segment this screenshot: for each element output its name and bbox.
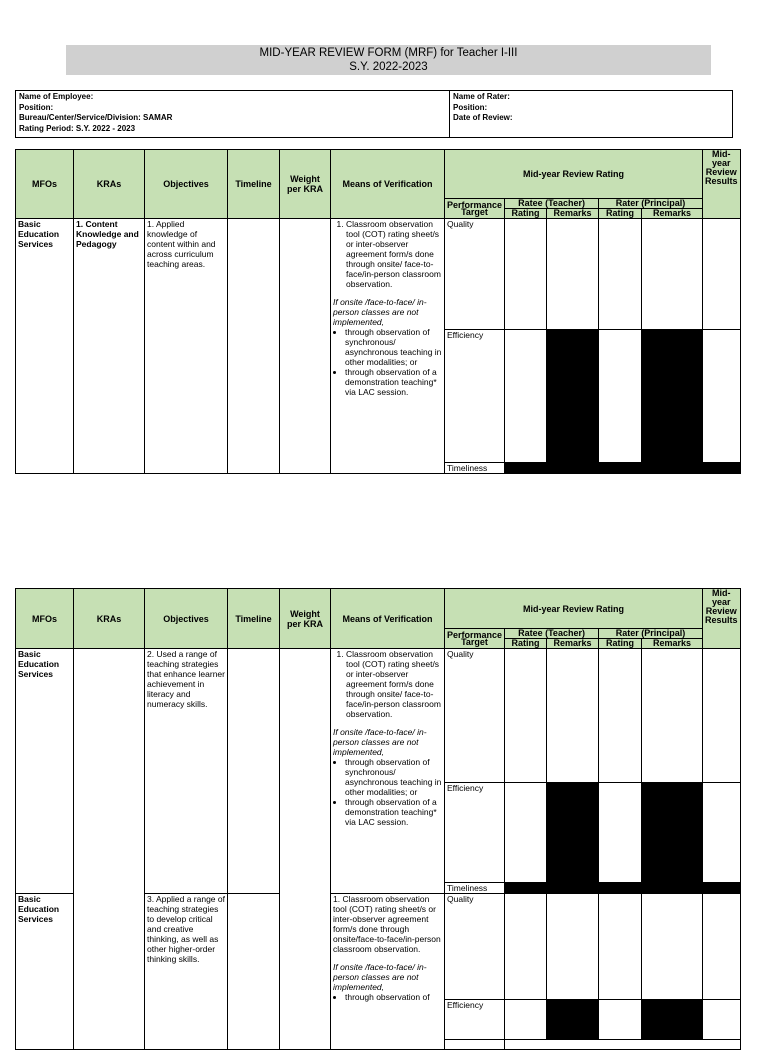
employee-position-label: Position: [19, 102, 54, 112]
row3-efficiency-target: Efficiency [445, 1000, 505, 1040]
row2-efficiency-ratee-rating[interactable] [505, 783, 547, 883]
row1-efficiency-rater-rating[interactable] [599, 330, 642, 463]
row2-timeliness-shaded [505, 883, 741, 894]
row3-mfo: Basic Education Services [16, 894, 74, 1050]
row3-quality-ratee-rating[interactable] [505, 894, 547, 1000]
row1-quality-target: Quality [445, 219, 505, 330]
row2-weight [280, 649, 331, 1050]
row3-efficiency-rater-rating[interactable] [599, 1000, 642, 1040]
row2-quality-rater-rating[interactable] [599, 649, 642, 783]
t2-header-timeline: Timeline [228, 589, 280, 649]
row2-mov-item: 1. Classroom observation tool (COT) rating sheet/s or inter-observer agreement form/s done through onsite/ face-to-face/in-person classroom observation. [346, 649, 442, 719]
info-divider [449, 91, 450, 137]
row1-mov-bullet1: • through observation of synchronous/ asynchronous teaching in other modalities; or [345, 327, 442, 367]
header-ratee: Ratee (Teacher) [505, 199, 599, 209]
header-rater-rating: Rating [599, 209, 642, 219]
row1-efficiency-target: Efficiency [445, 330, 505, 463]
row3-quality-rater-remarks[interactable] [642, 894, 703, 1000]
row3-objective: 3. Applied a range of teaching strategies to develop critical and creative thinking, as well as other higher-order thinking skills. [145, 894, 228, 1050]
row3-timeliness-cells [505, 1040, 741, 1050]
row1-quality-result[interactable] [703, 219, 741, 330]
row3-efficiency-ratee-remarks-shaded [547, 1000, 599, 1040]
row3-quality-result[interactable] [703, 894, 741, 1000]
row2-objective: 2. Used a range of teaching strategies that enhance learner achievement in literacy and numeracy skills. [145, 649, 228, 894]
rating-period-label: Rating Period: S.Y. 2022 - 2023 [19, 123, 136, 133]
header-rater-remarks: Remarks [642, 209, 703, 219]
t2-header-ratee-remarks: Remarks [547, 639, 599, 649]
bureau-label: Bureau/Center/Service/Division: SAMAR [19, 113, 173, 122]
row1-mfo: Basic Education Services [16, 219, 74, 474]
row1-kra: 1. Content Knowledge and Pedagogy [74, 219, 145, 474]
t2-header-mfos: MFOs [16, 589, 74, 649]
row1-timeliness-shaded [505, 463, 741, 474]
row2-mov [331, 649, 445, 894]
t2-header-kras: KRAs [74, 589, 145, 649]
row3-mov-note: If onsite /face-to-face/ in-person classes are not implemented, [333, 962, 427, 992]
row2-mov-note: If onsite /face-to-face/ in-person classes are not implemented, [333, 727, 427, 757]
form-title [66, 45, 711, 75]
t2-header-rater: Rater (Principal) [599, 629, 703, 639]
row2-timeline [228, 649, 280, 894]
row1-efficiency-rater-remarks-shaded [642, 330, 703, 463]
row3-mov-bullet1: • through observation of [345, 992, 442, 1002]
header-midyear-results: Mid-year Review Results [703, 150, 741, 219]
t2-header-midyear-results: Mid-year Review Results [703, 589, 741, 649]
row1-efficiency-result[interactable] [703, 330, 741, 463]
row2-efficiency-ratee-remarks-shaded [547, 783, 599, 883]
row3-efficiency-result[interactable] [703, 1000, 741, 1040]
row2-mov-bullet2: • through observation of a demonstration teaching* via LAC session. [345, 797, 442, 827]
row1-objective: 1. Applied knowledge of content within and across curriculum teaching areas. [145, 219, 228, 474]
row1-efficiency-ratee-rating[interactable] [505, 330, 547, 463]
row2-quality-target: Quality [445, 649, 505, 783]
row1-quality-rater-remarks[interactable] [642, 219, 703, 330]
row3-efficiency-ratee-rating[interactable] [505, 1000, 547, 1040]
employee-info-box [15, 90, 733, 138]
row2-quality-ratee-remarks[interactable] [547, 649, 599, 783]
row2-efficiency-result[interactable] [703, 783, 741, 883]
row3-efficiency-rater-remarks-shaded [642, 1000, 703, 1040]
row1-weight [280, 219, 331, 474]
t2-header-rater-rating: Rating [599, 639, 642, 649]
header-midyear-rating: Mid-year Review Rating [445, 150, 703, 199]
row2-quality-ratee-rating[interactable] [505, 649, 547, 783]
header-rater: Rater (Principal) [599, 199, 703, 209]
row1-mov-item: 1. Classroom observation tool (COT) rating sheet/s or inter-observer agreement form/s done through onsite/ face-to-face/in-person classroom observation. [346, 219, 442, 289]
form-title-line2: S.Y. 2022-2023 [349, 61, 428, 73]
header-weight: Weight per KRA [280, 150, 331, 219]
row3-timeliness-target [445, 1040, 505, 1050]
row3-timeline [228, 894, 280, 1050]
row1-timeline [228, 219, 280, 474]
row2-mfo: Basic Education Services [16, 649, 74, 894]
row3-mov [331, 894, 445, 1050]
employee-name-label: Name of Employee: [19, 92, 94, 101]
row1-timeliness-target: Timeliness [445, 463, 505, 474]
t2-header-midyear-rating: Mid-year Review Rating [445, 589, 703, 629]
header-mov: Means of Verification [331, 150, 445, 219]
form-title-line1: MID-YEAR REVIEW FORM (MRF) for Teacher I-III [259, 47, 518, 59]
row2-efficiency-rater-remarks-shaded [642, 783, 703, 883]
row1-mov-note: If onsite /face-to-face/ in-person classes are not implemented, [333, 297, 427, 327]
row3-mov-item: 1. Classroom observation tool (COT) rating sheet/s or inter-observer agreement form/s done through onsite/face-to-face/in-person classroom observation. [333, 894, 441, 954]
mrf-table-1 [15, 149, 741, 474]
row2-efficiency-target: Efficiency [445, 783, 505, 883]
row2-kra [74, 649, 145, 1050]
t2-header-weight: Weight per KRA [280, 589, 331, 649]
row1-mov-bullet2: • through observation of a demonstration teaching* via LAC session. [345, 367, 442, 397]
t2-header-ratee: Ratee (Teacher) [505, 629, 599, 639]
header-performance-target: Performance Target [445, 199, 505, 219]
row2-mov-bullet1: • through observation of synchronous/ asynchronous teaching in other modalities; or [345, 757, 442, 797]
row1-efficiency-ratee-remarks-shaded [547, 330, 599, 463]
header-objectives: Objectives [145, 150, 228, 219]
t2-header-ratee-rating: Rating [505, 639, 547, 649]
t2-header-rater-remarks: Remarks [642, 639, 703, 649]
t2-header-performance-target: Performance Target [445, 629, 505, 649]
rater-position-label: Position: [453, 102, 488, 112]
row2-timeliness-target: Timeliness [445, 883, 505, 894]
row1-mov [331, 219, 445, 474]
row1-quality-ratee-remarks[interactable] [547, 219, 599, 330]
row2-quality-rater-remarks[interactable] [642, 649, 703, 783]
header-ratee-remarks: Remarks [547, 209, 599, 219]
row2-quality-result[interactable] [703, 649, 741, 783]
t2-header-objectives: Objectives [145, 589, 228, 649]
row3-quality-rater-rating[interactable] [599, 894, 642, 1000]
header-mfos: MFOs [16, 150, 74, 219]
t2-header-mov: Means of Verification [331, 589, 445, 649]
row3-quality-target: Quality [445, 894, 505, 1000]
row2-efficiency-rater-rating[interactable] [599, 783, 642, 883]
row1-quality-ratee-rating[interactable] [505, 219, 547, 330]
mrf-table-2 [15, 588, 741, 1050]
header-ratee-rating: Rating [505, 209, 547, 219]
row1-quality-rater-rating[interactable] [599, 219, 642, 330]
review-date-label: Date of Review: [453, 113, 513, 122]
row3-quality-ratee-remarks[interactable] [547, 894, 599, 1000]
header-timeline: Timeline [228, 150, 280, 219]
header-kras: KRAs [74, 150, 145, 219]
rater-name-label: Name of Rater: [453, 92, 510, 101]
